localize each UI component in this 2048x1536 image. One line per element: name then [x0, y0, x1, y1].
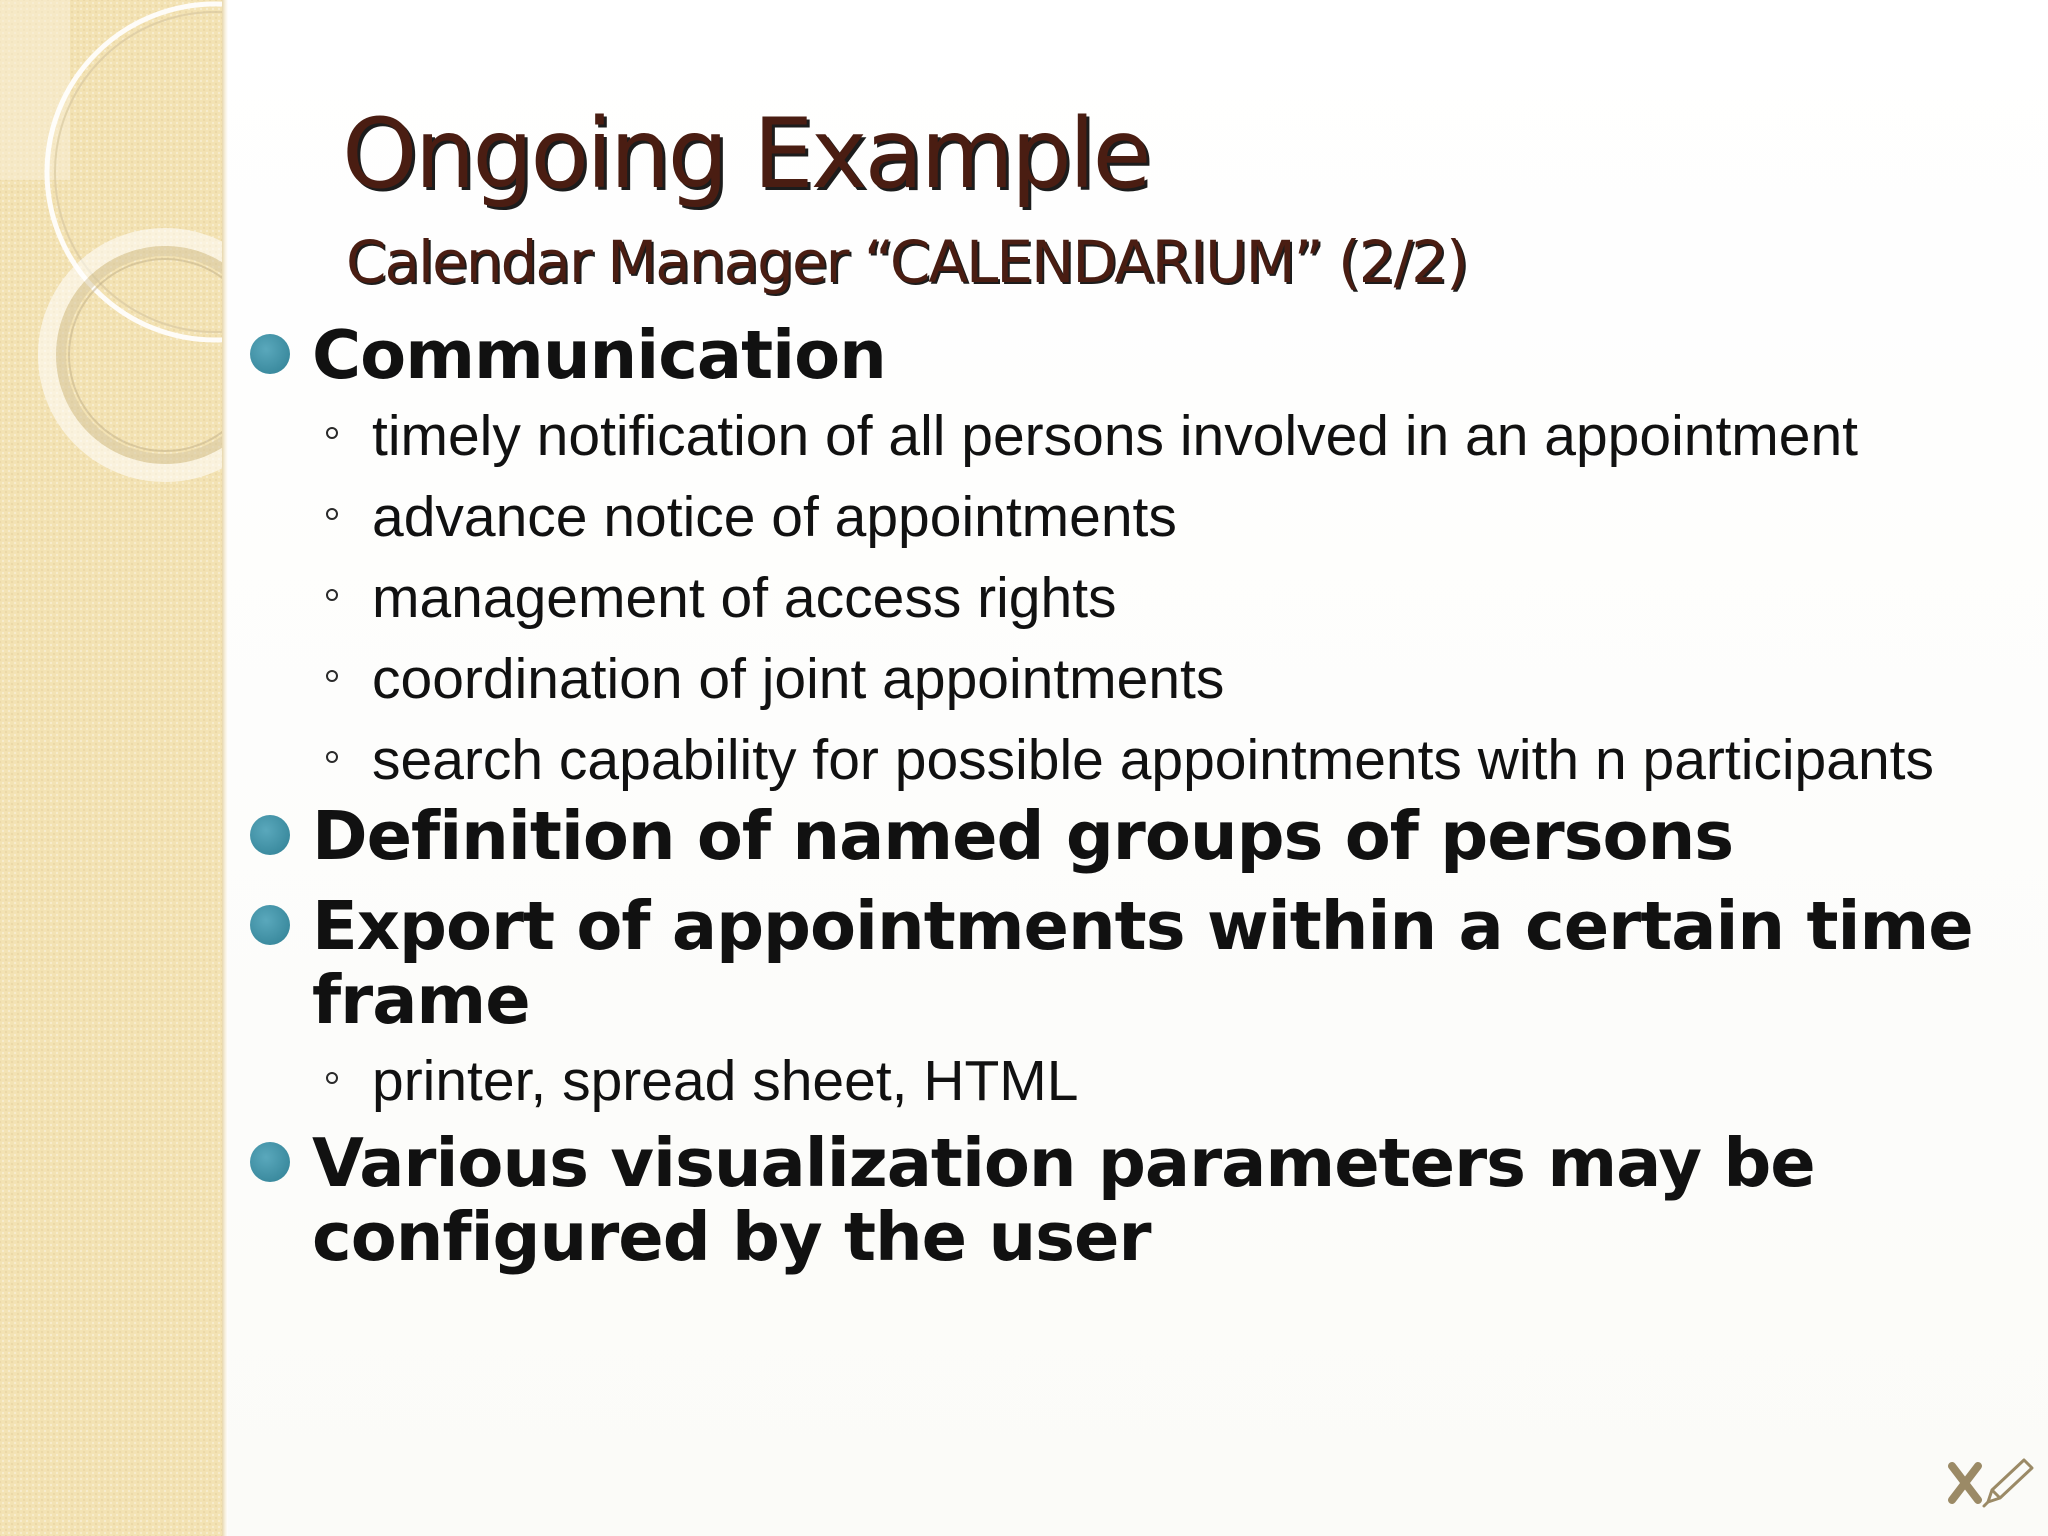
- x-pen-logo-icon: [1948, 1454, 2038, 1510]
- bullet-communication: [248, 318, 1978, 392]
- filled-circle-bullet-icon: [250, 1142, 290, 1182]
- filled-circle-bullet-icon: [250, 334, 290, 374]
- bullet-text: Various visualization parameters may be configured by the user: [312, 1124, 1815, 1276]
- hollow-circle-bullet-icon: [326, 427, 338, 439]
- hollow-circle-bullet-icon: [326, 670, 338, 682]
- bullet-text: Export of appointments within a certain time frame: [312, 887, 1973, 1039]
- bullet-named-groups: [248, 799, 1978, 873]
- hollow-circle-bullet-icon: [326, 1072, 338, 1084]
- filled-circle-bullet-icon: [250, 815, 290, 855]
- sub-bullet-joint-appointments: [248, 647, 1978, 712]
- sub-bullet-text: advance notice of appointments: [372, 485, 1177, 549]
- sub-bullet-text: timely notification of all persons involved in an appointment: [372, 404, 1859, 468]
- sub-bullet-search-capability: [248, 728, 1978, 793]
- sub-bullet-timely-notification: [248, 404, 1978, 469]
- bullet-text: Definition of named groups of persons: [312, 797, 1734, 875]
- sub-bullet-text: search capability for possible appointments with n participants: [372, 728, 1934, 792]
- hollow-circle-bullet-icon: [326, 751, 338, 763]
- bullet-export: [248, 889, 1978, 1037]
- bullet-text: Communication: [312, 316, 886, 394]
- hollow-circle-bullet-icon: [326, 508, 338, 520]
- decorative-sidebar: [0, 0, 222, 1536]
- decorative-rings-icon: [0, 0, 222, 520]
- sub-bullet-text: printer, spread sheet, HTML: [372, 1049, 1079, 1113]
- slide-body: [248, 318, 1978, 1274]
- slide-subtitle: Calendar Manager “CALENDARIUM” (2/2): [346, 228, 1467, 296]
- sub-bullet-advance-notice: [248, 485, 1978, 550]
- sub-bullet-export-formats: [248, 1049, 1978, 1114]
- sub-bullet-text: management of access rights: [372, 566, 1117, 630]
- sub-bullet-text: coordination of joint appointments: [372, 647, 1225, 711]
- hollow-circle-bullet-icon: [326, 589, 338, 601]
- sub-bullet-access-rights: [248, 566, 1978, 631]
- filled-circle-bullet-icon: [250, 905, 290, 945]
- bullet-visualization: [248, 1126, 1978, 1274]
- slide-title: Ongoing Example: [342, 98, 1149, 210]
